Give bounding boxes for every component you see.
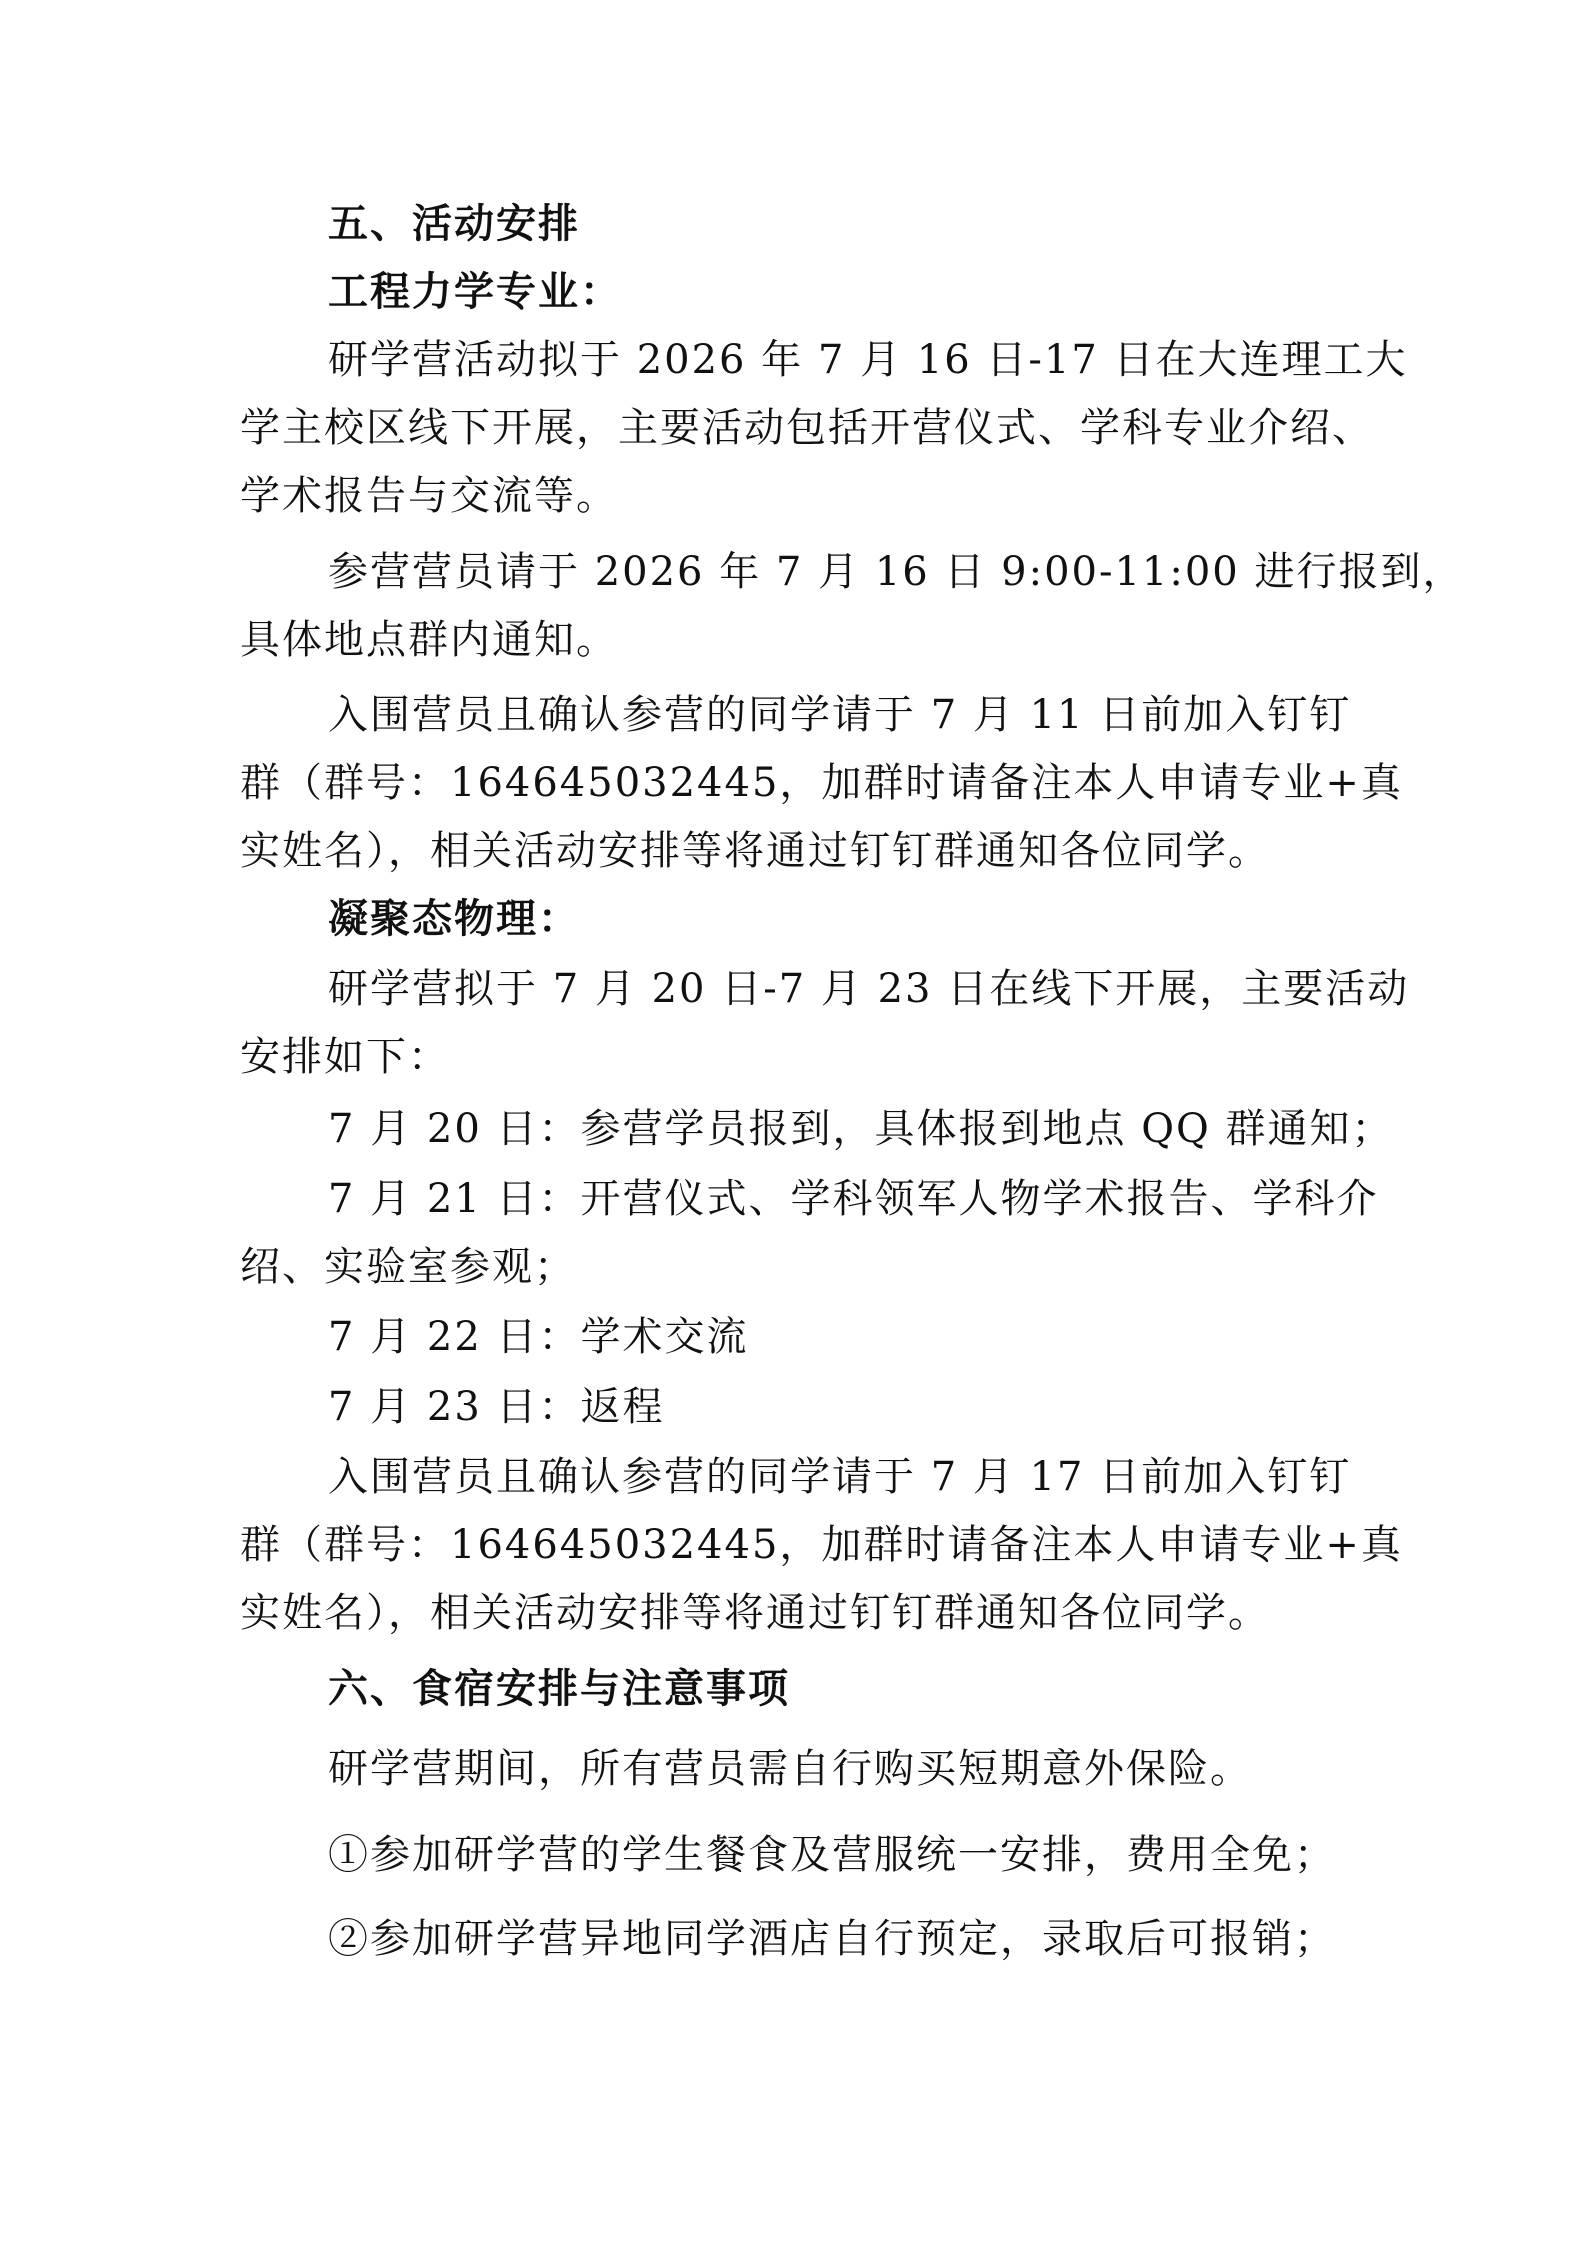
paragraph-line: 群（群号：164645032445，加群时请备注本人申请专业+真 bbox=[240, 1522, 1403, 1568]
section-heading-accommodation: 六、食宿安排与注意事项 bbox=[328, 1666, 790, 1712]
schedule-item-continuation: 绍、实验室参观； bbox=[240, 1244, 576, 1290]
paragraph-line: 安排如下： bbox=[240, 1034, 450, 1080]
paragraph-line: 群（群号：164645032445，加群时请备注本人申请专业+真 bbox=[240, 760, 1403, 806]
schedule-item: 7 月 22 日：学术交流 bbox=[328, 1314, 749, 1360]
paragraph-line: 入围营员且确认参营的同学请于 7 月 11 日前加入钉钉 bbox=[328, 692, 1352, 738]
section-heading-activity: 五、活动安排 bbox=[328, 201, 580, 247]
paragraph-line: 研学营拟于 7 月 20 日-7 月 23 日在线下开展，主要活动 bbox=[328, 966, 1410, 1012]
paragraph-line: 学术报告与交流等。 bbox=[240, 473, 618, 519]
paragraph-line: 研学营活动拟于 2026 年 7 月 16 日-17 日在大连理工大 bbox=[328, 337, 1408, 383]
numbered-item: ②参加研学营异地同学酒店自行预定，录取后可报销； bbox=[328, 1916, 1336, 1962]
paragraph-line: 学主校区线下开展，主要活动包括开营仪式、学科专业介绍、 bbox=[240, 405, 1374, 451]
subheading-engineering-mechanics: 工程力学专业： bbox=[328, 269, 622, 315]
schedule-item: 7 月 20 日：参营学员报到，具体报到地点 QQ 群通知； bbox=[328, 1106, 1394, 1152]
schedule-item: 7 月 23 日：返程 bbox=[328, 1384, 665, 1430]
paragraph-line: 研学营期间，所有营员需自行购买短期意外保险。 bbox=[328, 1746, 1252, 1792]
paragraph-line: 具体地点群内通知。 bbox=[240, 617, 618, 663]
paragraph-line: 实姓名），相关活动安排等将通过钉钉群通知各位同学。 bbox=[240, 828, 1270, 874]
paragraph-line: 实姓名），相关活动安排等将通过钉钉群通知各位同学。 bbox=[240, 1590, 1270, 1636]
subheading-condensed-matter: 凝聚态物理： bbox=[328, 896, 580, 942]
schedule-item: 7 月 21 日：开营仪式、学科领军人物学术报告、学科介 bbox=[328, 1176, 1379, 1222]
paragraph-line: 参营营员请于 2026 年 7 月 16 日 9:00-11:00 进行报到， bbox=[328, 549, 1465, 595]
paragraph-line: 入围营员且确认参营的同学请于 7 月 17 日前加入钉钉 bbox=[328, 1454, 1352, 1500]
numbered-item: ①参加研学营的学生餐食及营服统一安排，费用全免； bbox=[328, 1832, 1336, 1878]
